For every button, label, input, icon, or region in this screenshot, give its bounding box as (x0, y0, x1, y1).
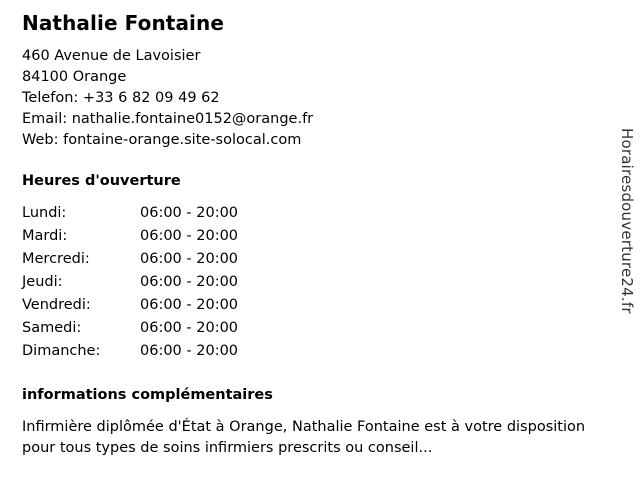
day-label: Samedi: (22, 320, 82, 336)
day-label: Jeudi: (22, 274, 63, 290)
table-row (22, 294, 300, 317)
additional-info-title: informations complémentaires (22, 387, 273, 403)
day-hours: 06:00 - 20:00 (140, 274, 239, 290)
opening-hours-title: Heures d'ouverture (22, 173, 181, 189)
email-line: Email: nathalie.fontaine0152@orange.fr (22, 111, 314, 127)
table-row (22, 340, 300, 363)
day-hours: 06:00 - 20:00 (140, 343, 239, 359)
opening-hours-table (22, 202, 300, 363)
website-line: Web: fontaine-orange.site-solocal.com (22, 132, 302, 148)
day-hours: 06:00 - 20:00 (140, 320, 239, 336)
table-row (22, 202, 300, 225)
day-hours: 06:00 - 20:00 (140, 297, 239, 313)
day-label: Vendredi: (22, 297, 91, 313)
table-row (22, 271, 300, 294)
address-line-city: 84100 Orange (22, 69, 127, 85)
day-label: Mercredi: (22, 251, 90, 267)
day-hours: 06:00 - 20:00 (140, 205, 239, 221)
page-title: Nathalie Fontaine (22, 11, 225, 35)
day-hours: 06:00 - 20:00 (140, 251, 239, 267)
phone-line: Telefon: +33 6 82 09 49 62 (22, 90, 220, 106)
day-hours: 06:00 - 20:00 (140, 228, 239, 244)
day-label: Mardi: (22, 228, 68, 244)
table-row (22, 317, 300, 340)
additional-info-text: Infirmière diplômée d'État à Orange, Nathalie Fontaine est à votre disposition pour tous types de soins infirmiers prescrits ou conseil... (22, 419, 586, 456)
watermark-label: Horairesdouverture24.fr (618, 128, 636, 314)
day-label: Lundi: (22, 205, 67, 221)
address-line-street: 460 Avenue de Lavoisier (22, 48, 201, 64)
business-card (22, 10, 592, 459)
table-row (22, 225, 300, 248)
day-label: Dimanche: (22, 343, 101, 359)
table-row (22, 248, 300, 271)
